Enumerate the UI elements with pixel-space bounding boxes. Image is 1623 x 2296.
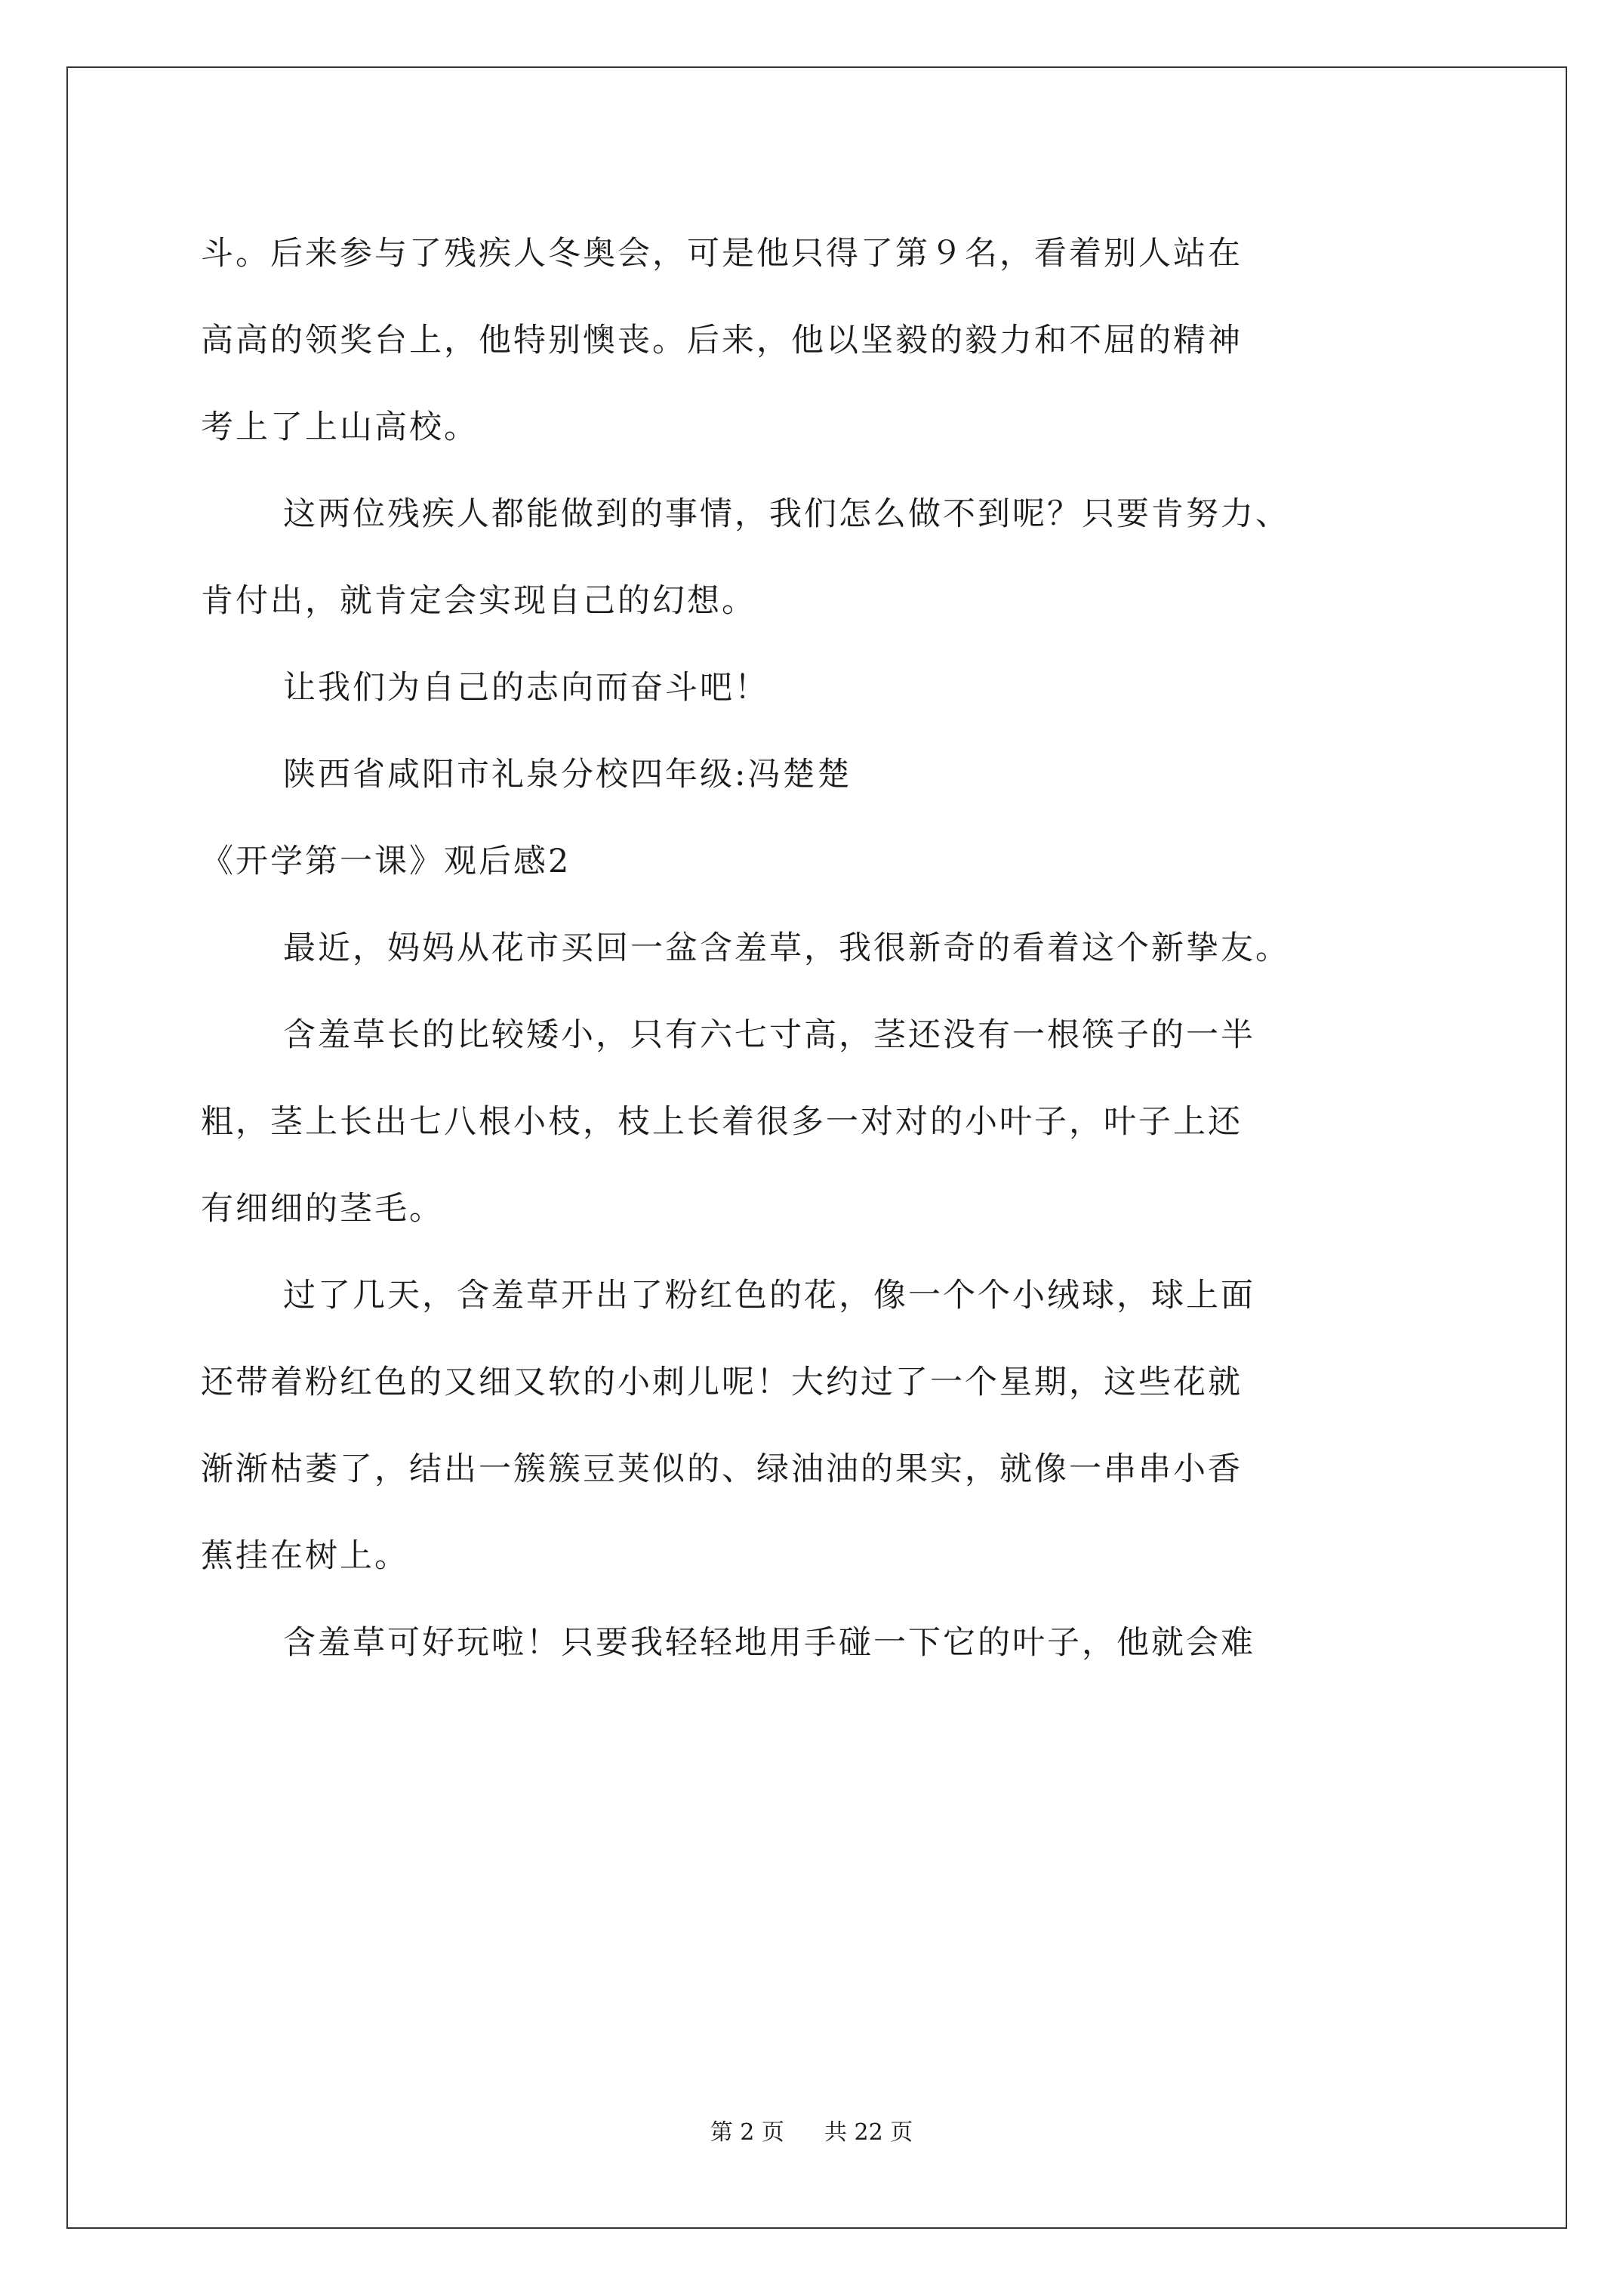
page-number: 第 2 页 <box>710 2119 784 2146</box>
text-line: 这两位残疾人都能做到的事情，我们怎么做不到呢？只要肯努力、 <box>283 495 1290 533</box>
page-border <box>66 66 1567 2229</box>
author-line: 陕西省咸阳市礼泉分校四年级:冯楚楚 <box>283 756 852 794</box>
text-line: 考上了上山高校。 <box>201 408 479 446</box>
text-line: 有细细的茎毛。 <box>201 1190 444 1228</box>
text-line: 还带着粉红色的又细又软的小刺儿呢！大约过了一个星期，这些花就 <box>201 1364 1243 1401</box>
section-heading: 《开学第一课》观后感2 <box>201 843 571 880</box>
text-line: 斗。后来参与了残疾人冬奥会，可是他只得了第９名，看着别人站在 <box>201 235 1243 273</box>
text-line: 含羞草长的比较矮小，只有六七寸高，茎还没有一根筷子的一半 <box>283 1016 1255 1054</box>
text-line: 让我们为自己的志向而奋斗吧！ <box>283 669 769 707</box>
text-line: 高高的领奖台上，他特别懊丧。后来，他以坚毅的毅力和不屈的精神 <box>201 322 1243 359</box>
text-line: 渐渐枯萎了，结出一簇簇豆荚似的、绿油油的果实，就像一串串小香 <box>201 1450 1243 1488</box>
page-footer <box>0 2118 1623 2148</box>
text-line: 肯付出，就肯定会实现自己的幻想。 <box>201 582 756 620</box>
text-line: 粗，茎上长出七八根小枝，枝上长着很多一对对的小叶子，叶子上还 <box>201 1103 1243 1141</box>
text-line: 最近，妈妈从花市买回一盆含羞草，我很新奇的看着这个新挚友。 <box>283 929 1290 967</box>
total-pages: 共 22 页 <box>824 2119 913 2146</box>
text-line: 含羞草可好玩啦！只要我轻轻地用手碰一下它的叶子，他就会难 <box>283 1624 1255 1662</box>
text-line: 过了几天，含羞草开出了粉红色的花，像一个个小绒球，球上面 <box>283 1277 1255 1314</box>
text-line: 蕉挂在树上。 <box>201 1537 409 1575</box>
